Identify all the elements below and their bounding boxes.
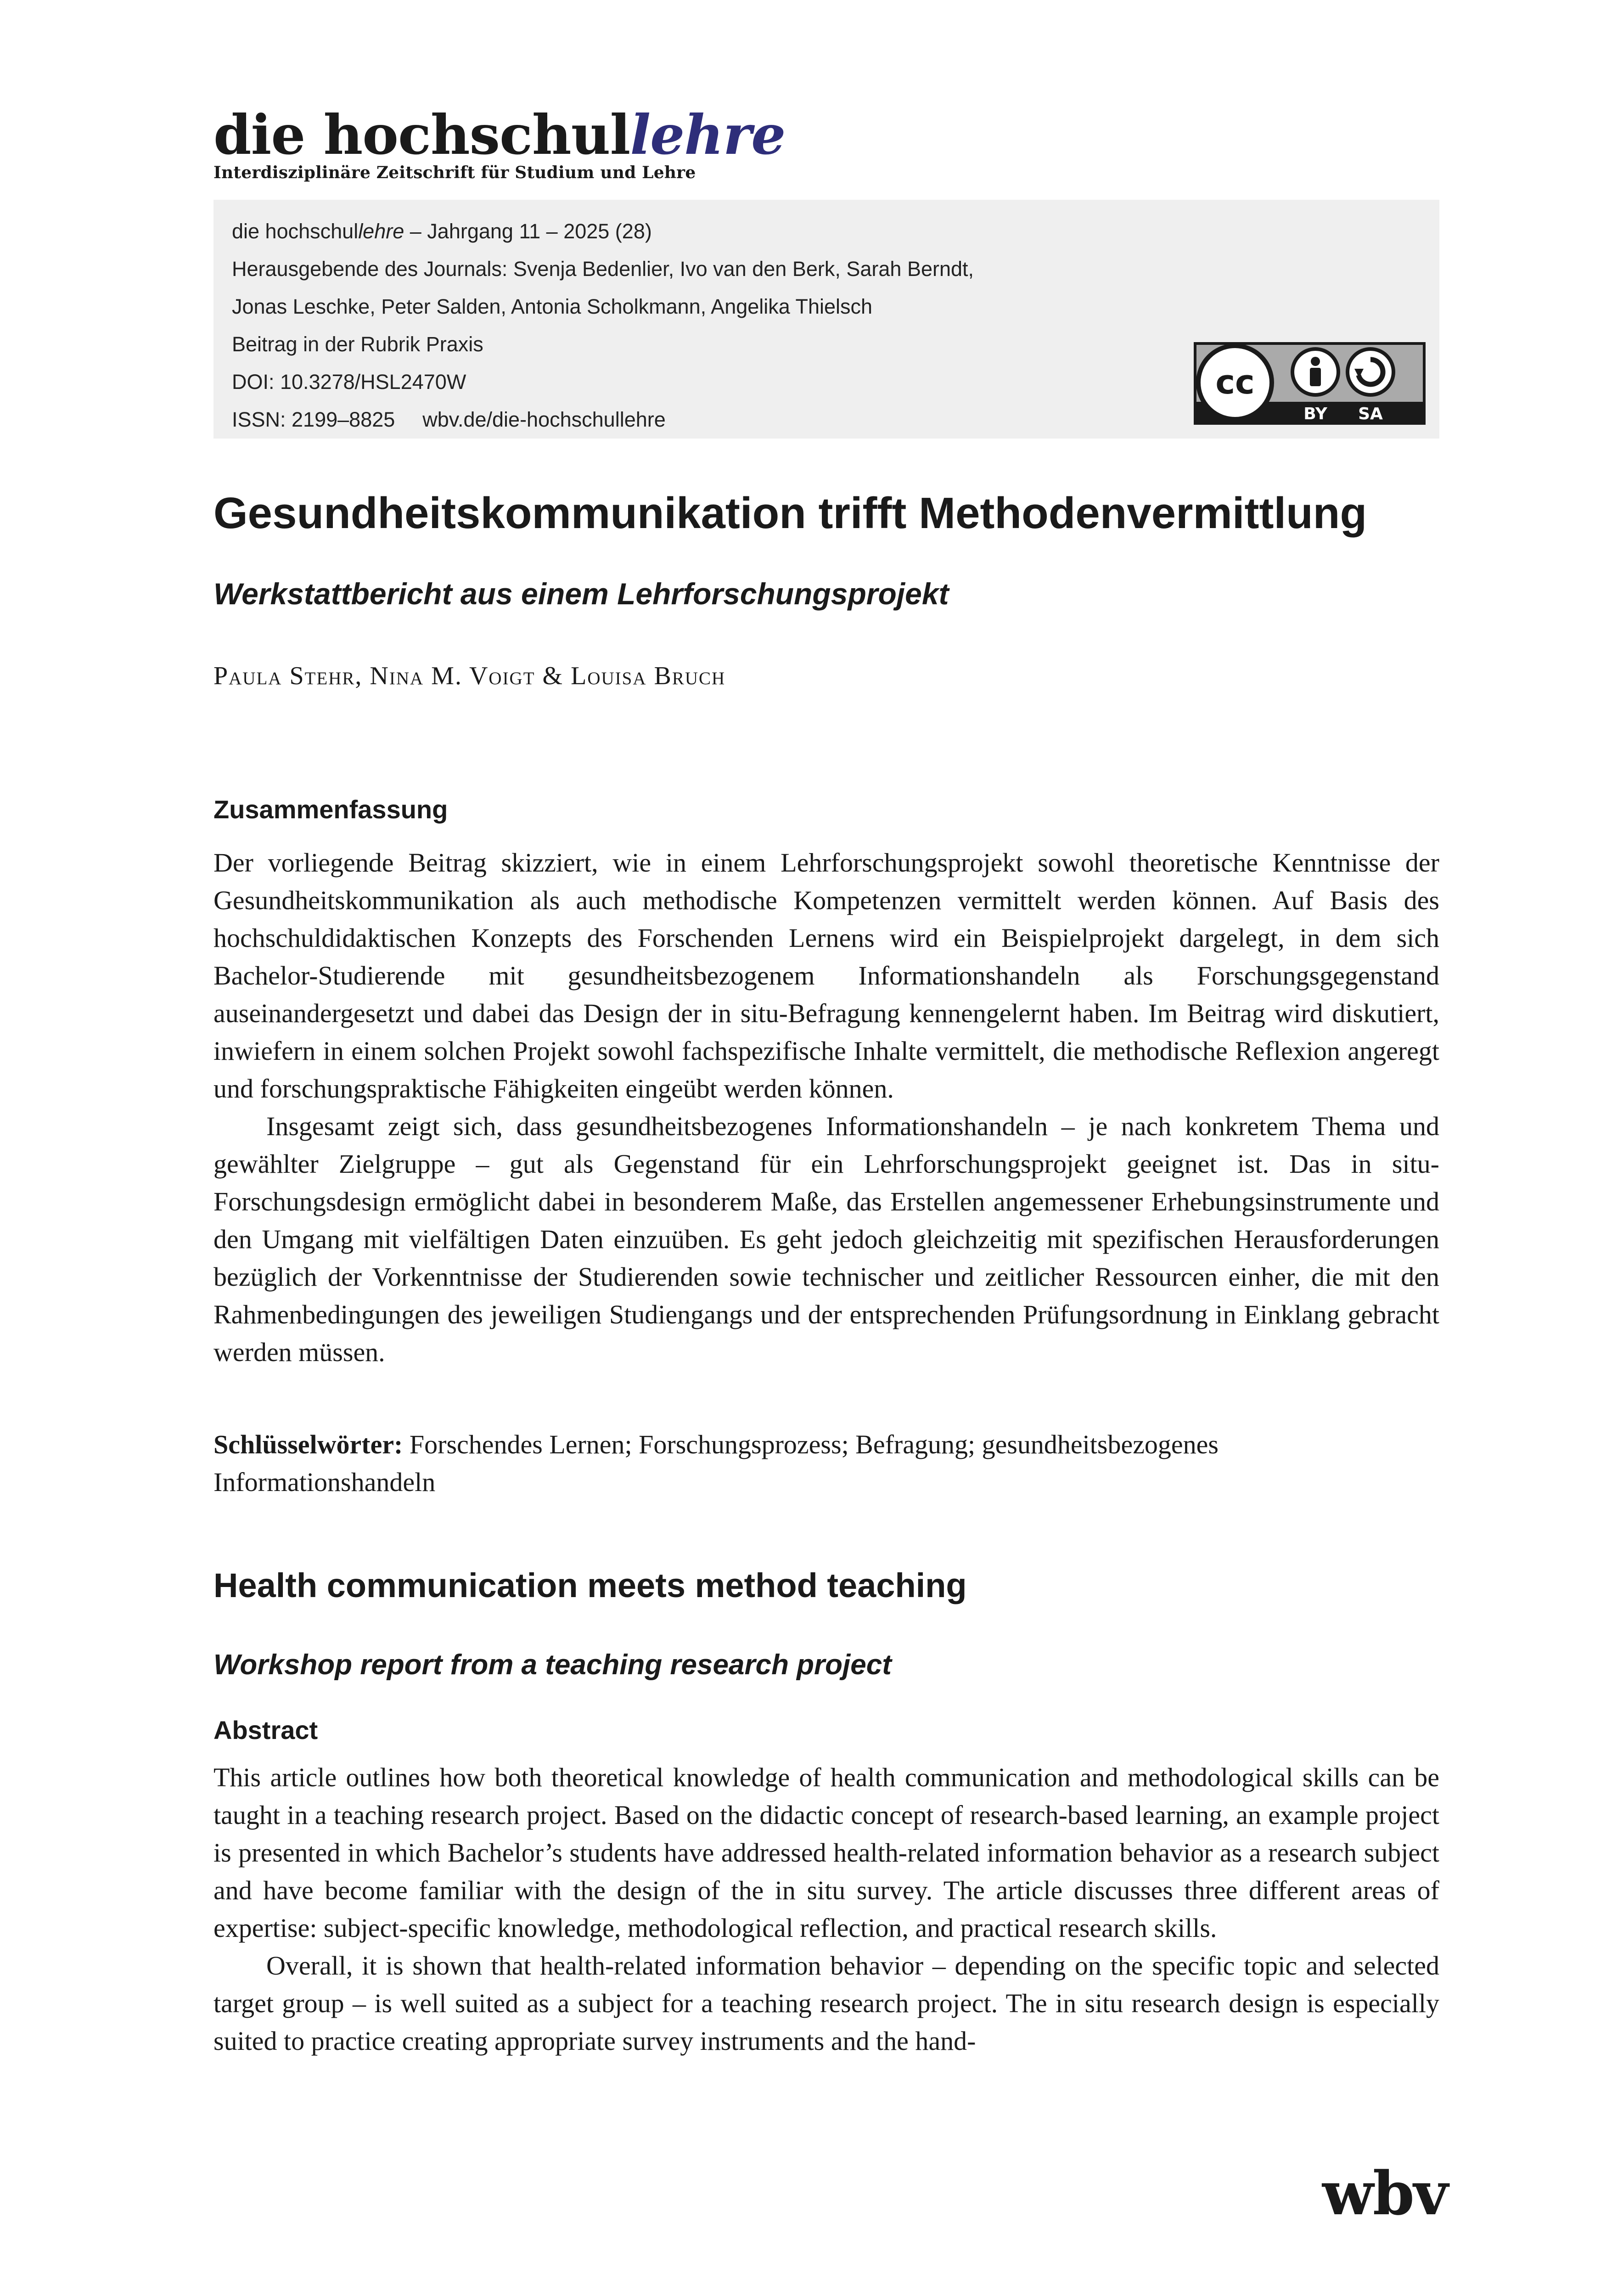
english-title: Health communication meets method teaching xyxy=(213,1566,967,1604)
english-abstract-body xyxy=(213,1759,1439,2060)
article-subtitle: Werkstattbericht aus einem Lehrforschungsprojekt xyxy=(213,577,949,611)
german-abstract-body xyxy=(213,844,1439,1371)
german-keywords xyxy=(213,1426,1439,1501)
keywords-list: Forschendes Lernen; Forschungsprozess; Befragung; gesundheitsbezogenes Informationshandeln xyxy=(213,1429,1219,1497)
publication-info-box xyxy=(213,200,1439,439)
english-abstract-paragraph-1: This article outlines how both theoretical knowledge of health communication and methodological skills can be taught in a teaching research project. Based on the didactic concept of research-based learning, an example project is presented in which Bachelor’s students have addressed health-related information behavior as a research subject and have become familiar with the design of the in situ survey. The article discusses three different areas of expertise: subject-specific knowledge, methodological reflection, and practical research skills. xyxy=(213,1762,1439,1943)
cc-icon-text: cc xyxy=(1215,363,1255,401)
issn-url-line xyxy=(232,401,974,439)
journal-volume-line: die hochschullehre – Jahrgang 11 – 2025 (28) xyxy=(232,219,652,243)
rubric-line: Beitrag in der Rubrik Praxis xyxy=(232,332,483,356)
english-abstract-heading: Abstract xyxy=(213,1716,318,1745)
article-authors: Paula Stehr, Nina M. Voigt & Louisa Bruch xyxy=(213,662,726,690)
journal-logo-subtitle: Interdisziplinäre Zeitschrift für Studium und Lehre xyxy=(213,163,696,182)
editors-line-2: Jonas Leschke, Peter Salden, Antonia Scholkmann, Angelika Thielsch xyxy=(232,295,873,318)
journal-masthead xyxy=(213,103,786,182)
english-subtitle: Workshop report from a teaching research project xyxy=(213,1649,892,1681)
editors-line-1: Herausgebende des Journals: Svenja Bedenlier, Ivo van den Berk, Sarah Berndt, xyxy=(232,257,974,281)
german-abstract-heading: Zusammenfassung xyxy=(213,795,448,824)
article-title: Gesundheitskommunikation trifft Methodenvermittlung xyxy=(213,489,1367,538)
publisher-logo: wbv xyxy=(1322,2158,1448,2228)
issn: ISSN: 2199–8825 xyxy=(232,408,395,431)
cc-by-sa-license-badge[interactable] xyxy=(1194,342,1426,425)
share-alike-icon xyxy=(1348,349,1393,395)
keywords-label: Schlüsselwörter: xyxy=(213,1429,403,1459)
doi-line[interactable]: DOI: 10.3278/HSL2470W xyxy=(232,370,466,394)
english-abstract-paragraph-2: Overall, it is shown that health-related information behavior – depending on the specific topic and selected target group – is well suited as a subject for a teaching research project. The in situ research design is especially suited to practice creating appropriate survey instruments and the hand- xyxy=(213,1951,1439,2056)
journal-logo-title: die hochschullehre xyxy=(213,103,786,167)
sa-label: SA xyxy=(1358,405,1383,423)
journal-url-link[interactable]: wbv.de/die-hochschullehre xyxy=(422,408,666,431)
by-label: BY xyxy=(1303,405,1327,423)
german-abstract-paragraph-1: Der vorliegende Beitrag skizziert, wie in einem Lehrforschungsprojekt sowohl theoretische Kenntnisse der Gesundheitskommunikation als auch methodische Kompetenzen vermittelt werden können. Auf Basis des hochschuldidaktischen Konzepts des Forschenden Lernens wird ein Beispielprojekt dargelegt, in dem sich Bachelor-Studierende mit gesundheitsbezogenem Informationshandeln als Forschungsgegenstand auseinandergesetzt und dabei das Design der in situ-Befragung kennengelernt haben. Im Beitrag wird diskutiert, inwiefern in einem solchen Projekt sowohl fachspezifische Inhalte vermittelt, die methodische Reflexion angeregt und forschungspraktische Fähigkeiten eingeübt werden können. xyxy=(213,848,1439,1103)
german-abstract-paragraph-2: Insgesamt zeigt sich, dass gesundheitsbezogenes Informationshandeln – je nach konkretem Thema und gewählter Zielgruppe – gut als Gegenstand für ein Lehrforschungsprojekt geeignet ist. Das in situ-Forschungsdesign ermöglicht dabei in besonderem Maße, das Erstellen angemessener Erhebungsinstrumente und den Umgang mit vielfältigen Daten einzuüben. Es geht jedoch gleichzeitig mit spezifischen Herausforderungen bezüglich der Vorkenntnisse der Studierenden sowie technischer und zeitlicher Ressourcen einher, die mit den Rahmenbedingungen des jeweiligen Studiengangs und der entsprechenden Prüfungsordnung in Einklang gebracht werden müssen. xyxy=(213,1111,1439,1367)
